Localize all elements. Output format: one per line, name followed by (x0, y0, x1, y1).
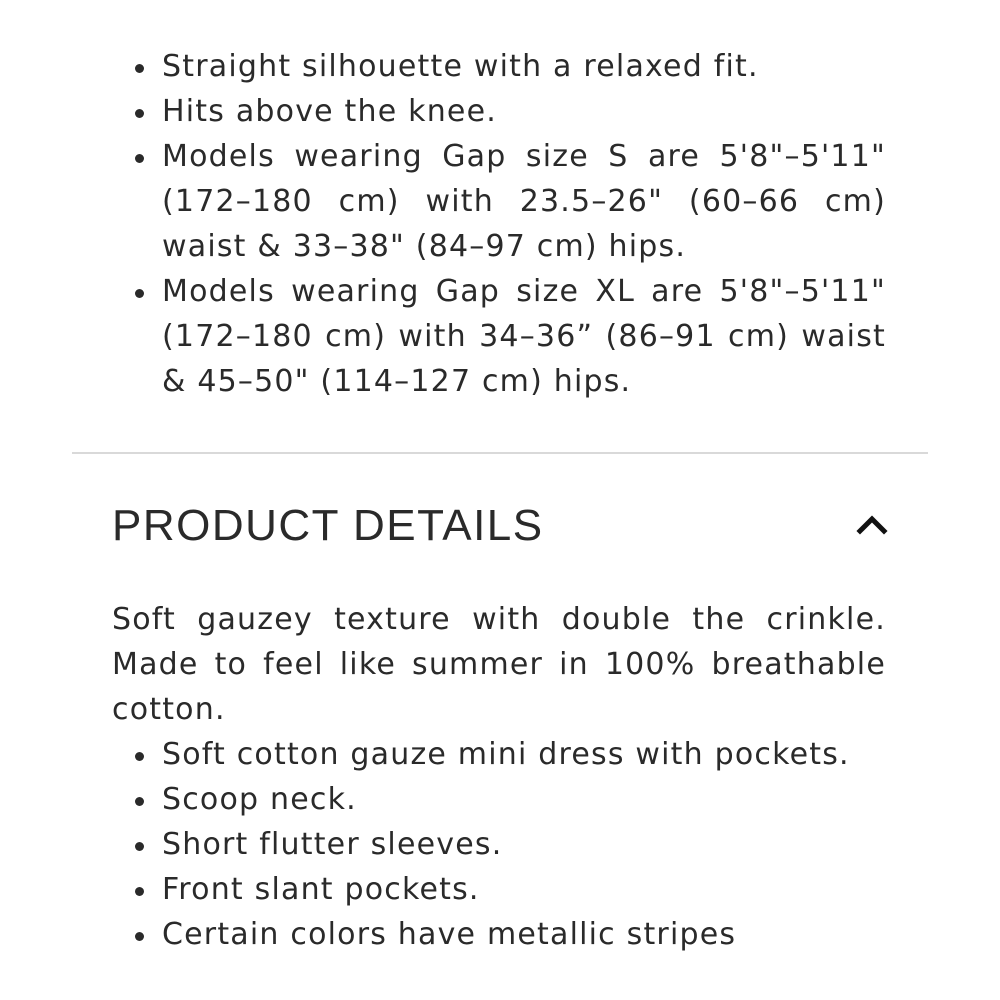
product-details-list (112, 732, 886, 957)
list-item-text: Models wearing Gap size XL are 5'8"–5'11" (172–180 cm) with 34–36” (86–91 cm) waist & 45–50" (114–127 cm) hips. (162, 274, 886, 399)
list-item (112, 134, 886, 269)
list-item (112, 912, 886, 957)
product-description: Soft gauzey texture with double the crinkle. Made to feel like summer in 100% breathable cotton. (112, 602, 886, 727)
bullet-icon (135, 109, 144, 118)
bullet-icon (135, 289, 144, 298)
list-item-text: Straight silhouette with a relaxed fit. (162, 49, 759, 84)
list-item-text: Short flutter sleeves. (162, 827, 503, 862)
bullet-icon (135, 932, 144, 941)
list-item (112, 777, 886, 822)
bullet-icon (135, 887, 144, 896)
bullet-icon (135, 797, 144, 806)
chevron-up-icon[interactable] (856, 512, 888, 536)
bullet-icon (135, 752, 144, 761)
list-item (112, 822, 886, 867)
bullet-icon (135, 154, 144, 163)
list-item-text: Soft cotton gauze mini dress with pockets. (162, 737, 850, 772)
list-item (112, 732, 886, 777)
section-divider (72, 452, 928, 454)
section-title: PRODUCT DETAILS (112, 501, 544, 550)
list-item-text: Scoop neck. (162, 782, 357, 817)
bullet-icon (135, 842, 144, 851)
product-details-header[interactable] (112, 490, 888, 562)
list-item-text: Certain colors have metallic stripes (162, 917, 737, 952)
list-item-text: Front slant pockets. (162, 872, 480, 907)
list-item (112, 867, 886, 912)
list-item (112, 44, 886, 89)
list-item-text: Models wearing Gap size S are 5'8"–5'11" (172–180 cm) with 23.5–26" (60–66 cm) waist & 33–38" (84–97 cm) hips. (162, 139, 886, 264)
fit-details-list (112, 44, 886, 404)
bullet-icon (135, 64, 144, 73)
list-item (112, 89, 886, 134)
list-item-text: Hits above the knee. (162, 94, 497, 129)
list-item (112, 269, 886, 404)
